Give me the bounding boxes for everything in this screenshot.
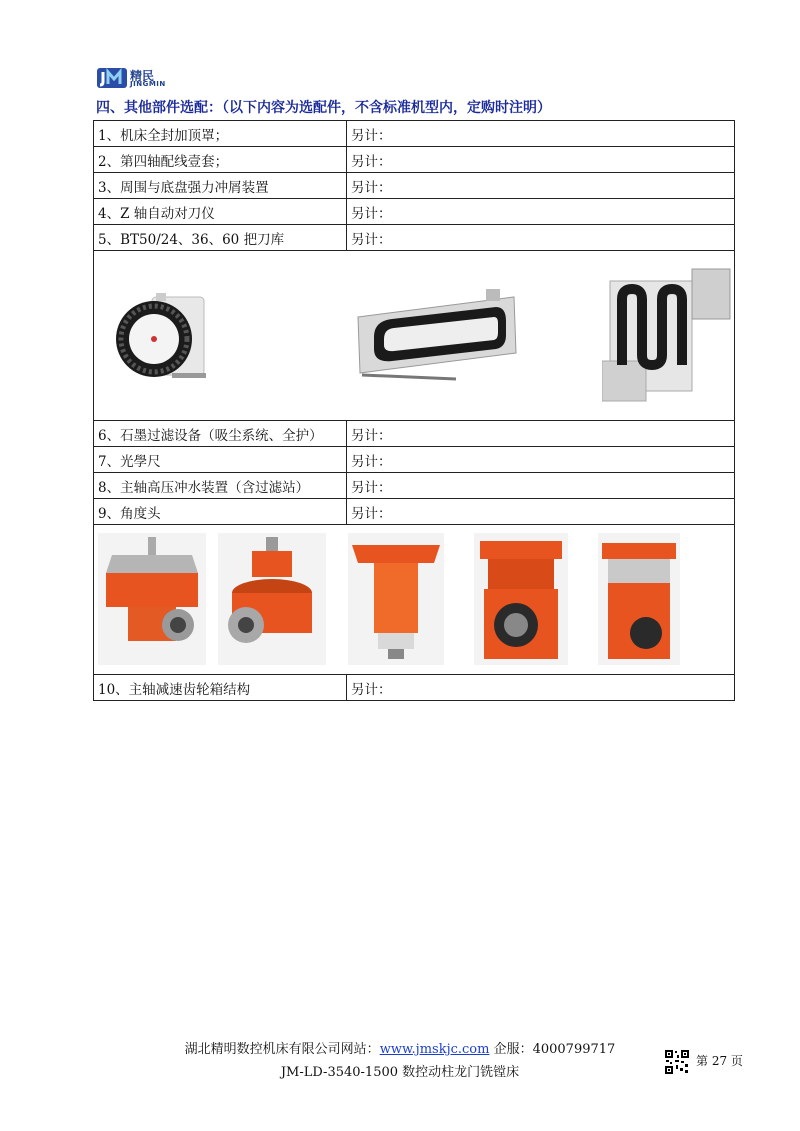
table-row xyxy=(94,447,735,473)
section-title: 四、其他部件选配：（以下内容为选配件，不含标准机型内，定购时注明） xyxy=(96,100,551,116)
logo-text-cn: 精民 xyxy=(130,69,155,83)
table-row xyxy=(94,675,735,701)
option-price: 另计： xyxy=(347,421,735,447)
option-item: 10、主轴减速齿轮箱结构 xyxy=(94,675,347,701)
table-row xyxy=(94,225,735,251)
option-price: 另计： xyxy=(347,499,735,525)
footer-model: JM-LD-3540-1500 数控动柱龙门铣镗床 xyxy=(280,1065,520,1080)
disc-tool-magazine-icon xyxy=(112,291,212,386)
option-price: 另计： xyxy=(347,473,735,499)
serpentine-tool-magazine-icon xyxy=(602,265,732,405)
table-row xyxy=(94,199,735,225)
page-number: 第 27 页 xyxy=(696,1054,743,1068)
footer-service: 企服：4000799717 xyxy=(493,1042,616,1057)
option-price: 另计： xyxy=(347,173,735,199)
options-table xyxy=(93,120,735,701)
option-item: 7、光學尺 xyxy=(94,447,347,473)
option-price: 另计： xyxy=(347,675,735,701)
angle-head-image-row xyxy=(94,525,735,675)
chain-tool-magazine-icon xyxy=(346,287,526,382)
footer-company: 湖北精明数控机床有限公司网站： xyxy=(184,1042,380,1057)
option-price: 另计： xyxy=(347,447,735,473)
option-item: 3、周围与底盘强力冲屑装置 xyxy=(94,173,347,199)
option-item: 9、角度头 xyxy=(94,499,347,525)
company-logo xyxy=(96,66,186,90)
angle-head-2-icon xyxy=(218,533,326,665)
angle-head-3-icon xyxy=(348,533,444,665)
option-item: 4、Z 轴自动对刀仪 xyxy=(94,199,347,225)
option-item: 6、石墨过滤设备（吸尘系统、全护） xyxy=(94,421,347,447)
tool-magazine-images xyxy=(94,251,735,421)
angle-head-images xyxy=(94,525,735,675)
option-price: 另计： xyxy=(347,199,735,225)
option-item: 8、主轴高压冲水装置（含过滤站） xyxy=(94,473,347,499)
logo-text-en: JINGMIN xyxy=(130,80,166,88)
option-item: 1、机床全封加顶罩； xyxy=(94,121,347,147)
table-row xyxy=(94,499,735,525)
angle-head-5-icon xyxy=(598,533,680,665)
option-price: 另计： xyxy=(347,147,735,173)
website-link[interactable]: www.jmskjc.com xyxy=(379,1042,490,1057)
option-price: 另计： xyxy=(347,121,735,147)
option-price: 另计： xyxy=(347,225,735,251)
table-row xyxy=(94,147,735,173)
table-row xyxy=(94,173,735,199)
table-row xyxy=(94,121,735,147)
table-row xyxy=(94,421,735,447)
angle-head-1-icon xyxy=(98,533,206,665)
angle-head-4-icon xyxy=(474,533,568,665)
jm-logo-icon xyxy=(96,66,128,90)
qr-code-icon xyxy=(664,1049,690,1075)
option-item: 2、第四轴配线壹套； xyxy=(94,147,347,173)
table-row xyxy=(94,473,735,499)
option-item: 5、BT50/24、36、60 把刀库 xyxy=(94,225,347,251)
tool-magazine-image-row xyxy=(94,251,735,421)
